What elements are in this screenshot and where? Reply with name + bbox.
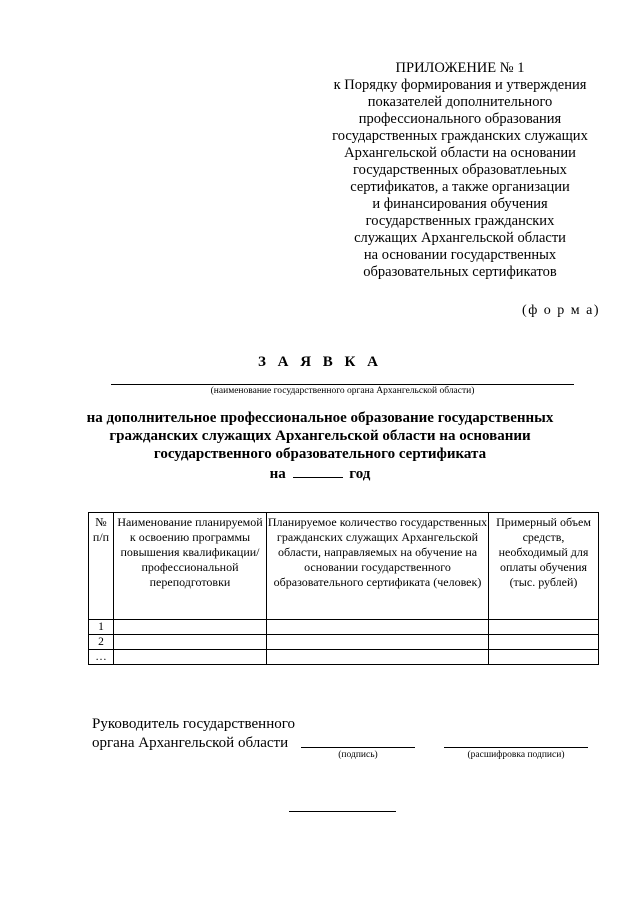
header-number: № п/п bbox=[89, 513, 114, 620]
appendix-line: образовательных сертификатов bbox=[363, 264, 557, 280]
appendix-line: государственных гражданских служащих bbox=[332, 128, 588, 144]
signatory-line: Руководитель государственного bbox=[92, 716, 296, 732]
year-suffix: год bbox=[349, 466, 371, 482]
signature-field-line bbox=[301, 747, 415, 748]
appendix-line: ПРИЛОЖЕНИЕ № 1 bbox=[395, 60, 525, 76]
employee-count-cell bbox=[267, 635, 489, 650]
appendix-line: профессионального образования bbox=[358, 111, 562, 127]
appendix-line: показателей дополнительного bbox=[367, 94, 553, 110]
appendix-header bbox=[312, 60, 608, 281]
appendix-line: и финансирования обучения bbox=[372, 196, 548, 212]
signature-decode-caption: (расшифровка подписи) bbox=[467, 750, 565, 760]
signatory-line: органа Архангельской области bbox=[92, 735, 289, 751]
table-row bbox=[89, 620, 599, 635]
subject-line: государственного образовательного сертификата bbox=[153, 446, 487, 462]
table-row bbox=[89, 635, 599, 650]
year-blank-field bbox=[293, 463, 343, 478]
program-name-cell bbox=[114, 635, 267, 650]
application-subject bbox=[0, 409, 640, 483]
plan-table bbox=[88, 512, 599, 665]
employee-count-cell bbox=[267, 620, 489, 635]
row-number: 2 bbox=[89, 635, 114, 650]
bottom-separator-line bbox=[289, 811, 396, 812]
document-title: З А Я В К А bbox=[257, 354, 383, 370]
program-name-cell bbox=[114, 620, 267, 635]
signature-decode-field-line bbox=[444, 747, 588, 748]
appendix-line: к Порядку формирования и утверждения bbox=[333, 77, 587, 93]
subject-line: гражданских служащих Архангельской области на основании bbox=[109, 428, 531, 444]
org-name-caption: (наименование государственного органа Архангельской области) bbox=[210, 386, 475, 396]
signatory-title bbox=[92, 715, 295, 753]
table-header-row bbox=[89, 513, 599, 620]
appendix-line: Архангельской области на основании bbox=[344, 145, 576, 161]
subject-line: на дополнительное профессиональное образование государственных bbox=[86, 410, 554, 426]
signature-caption: (подпись) bbox=[338, 750, 378, 760]
appendix-line: сертификатов, а также организации bbox=[350, 179, 570, 195]
appendix-line: служащих Архангельской области bbox=[354, 230, 566, 246]
funding-amount-cell bbox=[489, 635, 599, 650]
funding-amount-cell bbox=[489, 650, 599, 665]
subject-year-line bbox=[0, 463, 640, 483]
form-label: (ф о р м а) bbox=[522, 303, 600, 318]
appendix-line: на основании государственных bbox=[363, 247, 557, 263]
table-row bbox=[89, 650, 599, 665]
row-number: 1 bbox=[89, 620, 114, 635]
row-number: … bbox=[89, 650, 114, 665]
org-name-field-line bbox=[111, 384, 574, 385]
employee-count-cell bbox=[267, 650, 489, 665]
header-employee-count: Планируемое количество государственных гражданских служащих Архангельской области, направляемых на обучение на основании государственного образовательного сертификата (человек) bbox=[267, 513, 489, 620]
appendix-line: государственных образоватлеьных bbox=[353, 162, 567, 178]
funding-amount-cell bbox=[489, 620, 599, 635]
year-prefix: на bbox=[269, 466, 286, 482]
header-funding-amount: Примерный объем средств, необходимый для оплаты обучения (тыс. рублей) bbox=[489, 513, 599, 620]
header-program-name: Наименование планируемой к освоению программы повышения квалификации/ профессиональной переподготовки bbox=[114, 513, 267, 620]
program-name-cell bbox=[114, 650, 267, 665]
appendix-line: государственных гражданских bbox=[365, 213, 555, 229]
